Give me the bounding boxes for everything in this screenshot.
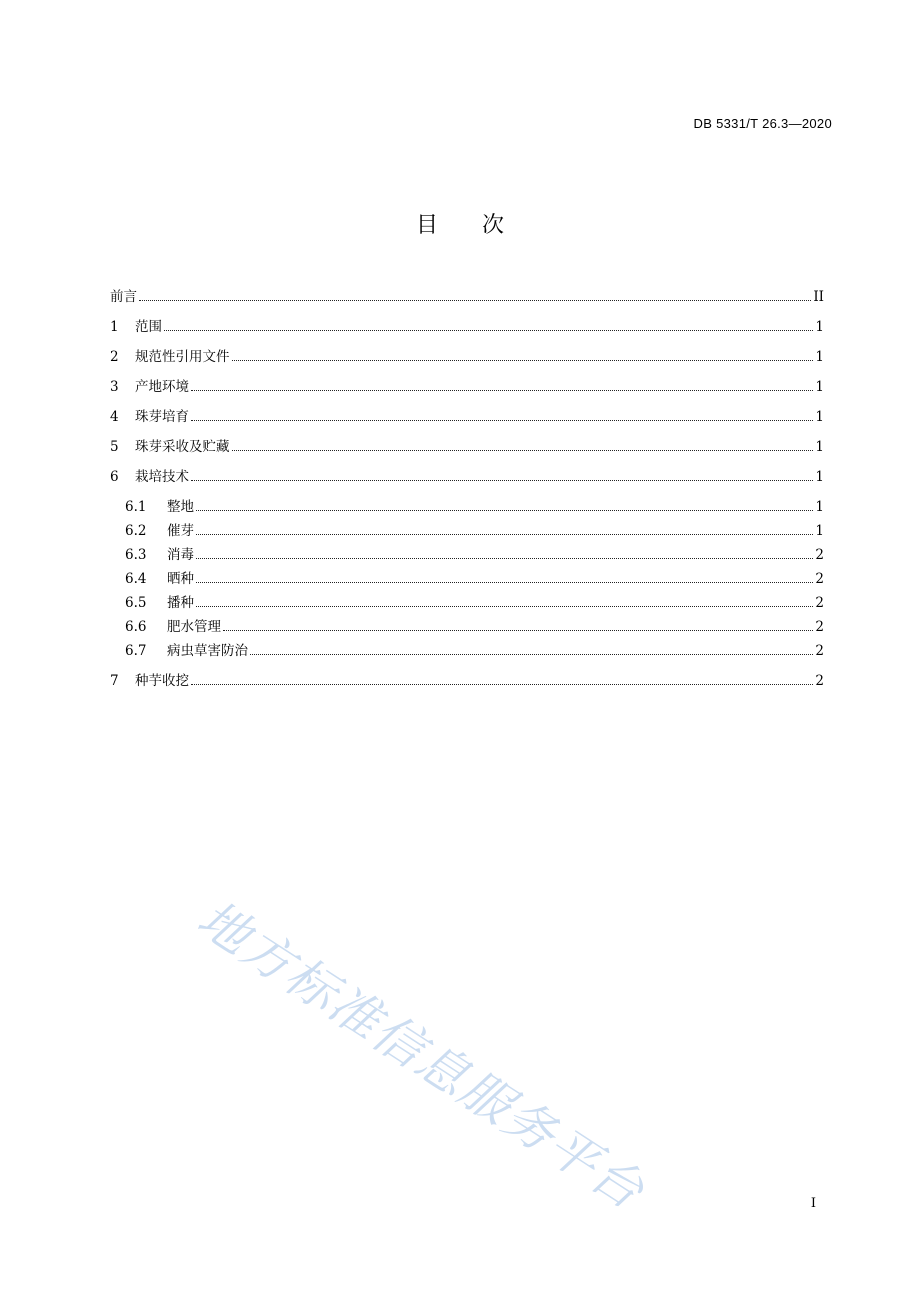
toc-entry-page: 1 xyxy=(815,349,824,365)
toc-leader xyxy=(196,509,813,511)
toc-leader xyxy=(191,389,813,391)
toc-entry-6-6[interactable] xyxy=(125,618,824,636)
toc-entry-label: 整地 xyxy=(167,499,194,515)
toc-leader xyxy=(250,653,813,655)
toc-entry-3[interactable] xyxy=(110,378,824,396)
toc-entry-label: 种芋收挖 xyxy=(135,673,189,689)
toc-entry-label: 珠芽采收及贮藏 xyxy=(135,439,230,455)
toc-title-char-1: 目 xyxy=(415,213,438,238)
toc-entry-2[interactable] xyxy=(110,348,824,366)
toc-entry-label: 范围 xyxy=(135,319,162,335)
toc-entry-number: 6.2 xyxy=(125,523,147,539)
toc-entry-number: 6.5 xyxy=(125,595,147,611)
toc-entry-number: 4 xyxy=(110,409,119,425)
toc-entry-1[interactable] xyxy=(110,318,824,336)
toc-entry-number: 6.3 xyxy=(125,547,147,563)
toc-entry-number: 6.4 xyxy=(125,571,147,587)
toc-entry-label: 产地环境 xyxy=(135,379,189,395)
toc-entry-4[interactable] xyxy=(110,408,824,426)
toc-entry-label: 栽培技术 xyxy=(135,469,189,485)
toc-leader xyxy=(139,299,811,301)
toc-entry-label: 催芽 xyxy=(167,523,194,539)
toc-leader xyxy=(223,629,813,631)
toc-entry-6-7[interactable] xyxy=(125,642,824,660)
watermark-text: 地方标准信息服务平台 xyxy=(187,889,656,1222)
toc-entry-7[interactable] xyxy=(110,672,824,690)
toc-entry-page: 1 xyxy=(815,469,824,485)
page-number: I xyxy=(810,1196,816,1211)
toc-entry-label: 病虫草害防治 xyxy=(167,643,248,659)
toc-entry-label: 晒种 xyxy=(167,571,194,587)
toc-leader xyxy=(232,359,814,361)
toc-leader xyxy=(164,329,813,331)
toc-entry-6-4[interactable] xyxy=(125,570,824,588)
toc-entry-foreword[interactable] xyxy=(110,288,824,306)
toc-leader xyxy=(196,605,813,607)
toc-entry-page: 1 xyxy=(815,379,824,395)
toc-entry-label: 珠芽培育 xyxy=(135,409,189,425)
toc-entry-6-3[interactable] xyxy=(125,546,824,564)
toc-entry-label: 消毒 xyxy=(167,547,194,563)
toc-entry-number: 6.1 xyxy=(125,499,147,515)
toc-entry-page: 1 xyxy=(815,499,824,515)
toc-title xyxy=(0,208,920,239)
toc-entry-label: 前言 xyxy=(110,289,137,305)
toc-entry-label: 播种 xyxy=(167,595,194,611)
toc-entry-page: 1 xyxy=(815,409,824,425)
toc-entry-number: 1 xyxy=(110,319,119,335)
toc-leader xyxy=(232,449,814,451)
toc-entry-number: 6 xyxy=(110,469,119,485)
toc-entry-number: 3 xyxy=(110,379,119,395)
toc-entry-label: 规范性引用文件 xyxy=(135,349,230,365)
toc-title-char-2: 次 xyxy=(482,213,505,238)
toc-leader xyxy=(191,683,813,685)
toc-entry-page: II xyxy=(813,289,824,305)
toc-entry-page: 2 xyxy=(815,595,824,611)
toc-entry-page: 1 xyxy=(815,439,824,455)
toc-entry-number: 6.6 xyxy=(125,619,147,635)
toc-entry-page: 2 xyxy=(815,547,824,563)
toc-leader xyxy=(196,581,813,583)
toc-entry-label: 肥水管理 xyxy=(167,619,221,635)
toc-entry-6-1[interactable] xyxy=(125,498,824,516)
toc-entry-number: 2 xyxy=(110,349,119,365)
toc-leader xyxy=(196,557,813,559)
toc-leader xyxy=(191,419,813,421)
toc-entry-page: 2 xyxy=(815,619,824,635)
toc-entry-5[interactable] xyxy=(110,438,824,456)
toc-entry-6[interactable] xyxy=(110,468,824,486)
toc-entry-page: 2 xyxy=(815,673,824,689)
toc-entry-6-2[interactable] xyxy=(125,522,824,540)
toc-entry-page: 1 xyxy=(815,523,824,539)
toc-entry-number: 5 xyxy=(110,439,119,455)
toc-entry-page: 2 xyxy=(815,643,824,659)
toc-entry-page: 1 xyxy=(815,319,824,335)
toc-leader xyxy=(196,533,813,535)
toc-entry-number: 6.7 xyxy=(125,643,147,659)
toc-entry-number: 7 xyxy=(110,673,119,689)
toc-entry-6-5[interactable] xyxy=(125,594,824,612)
toc-leader xyxy=(191,479,813,481)
toc-entry-page: 2 xyxy=(815,571,824,587)
standard-code: DB 5331/T 26.3—2020 xyxy=(693,116,832,131)
